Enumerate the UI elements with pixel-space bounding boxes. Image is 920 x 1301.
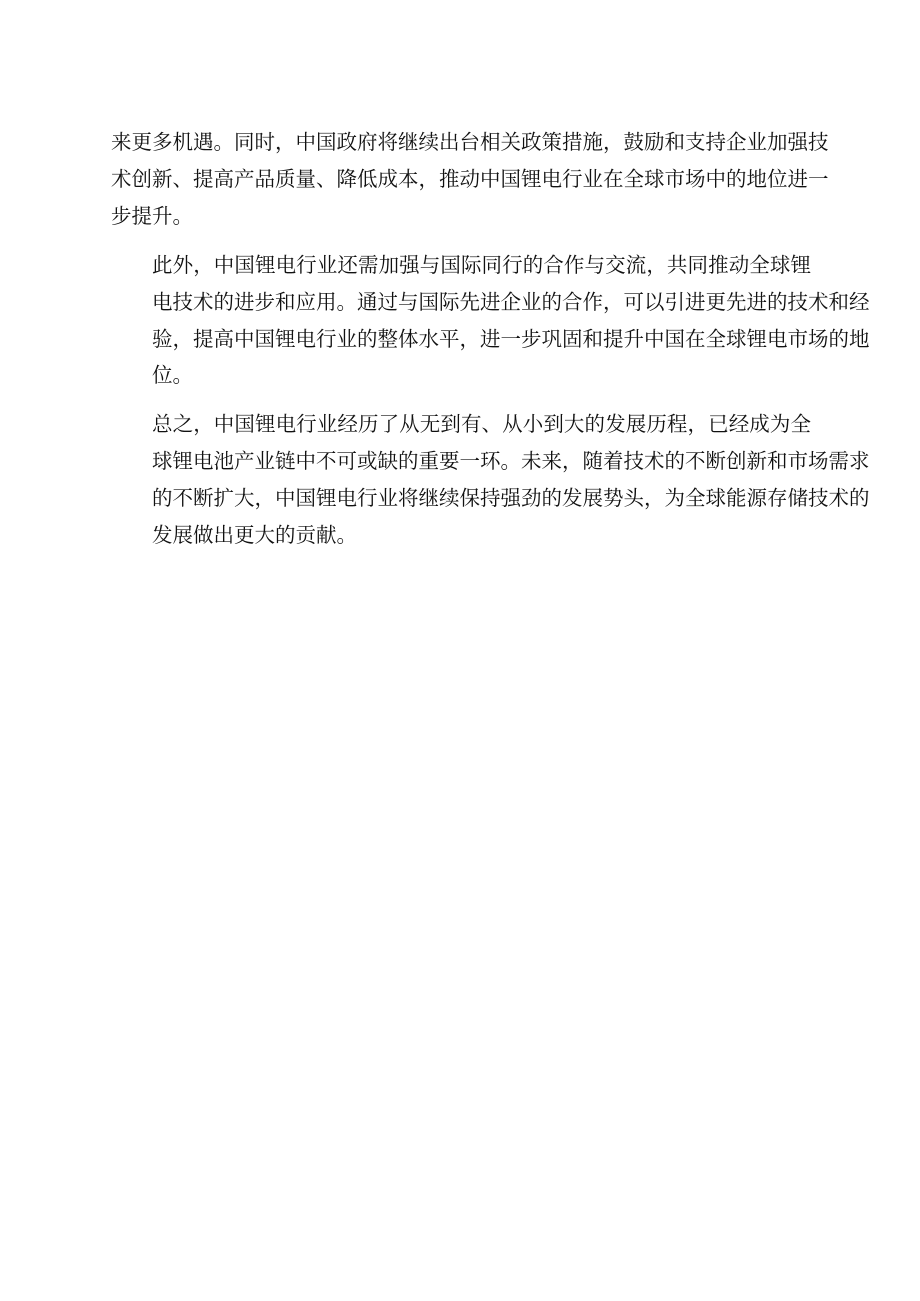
text-line: 此外，中国锂电行业还需加强与国际同行的合作与交流，共同推动全球锂 bbox=[152, 252, 811, 277]
document-body bbox=[111, 124, 870, 566]
text-line: 验，提高中国锂电行业的整体水平，进一步巩固和提升中国在全球锂电市场的地 bbox=[152, 326, 870, 351]
text-line: 术创新、提高产品质量、降低成本，推动中国锂电行业在全球市场中的地位进一 bbox=[111, 166, 829, 191]
paragraph-1 bbox=[111, 124, 829, 235]
text-line: 总之，中国锂电行业经历了从无到有、从小到大的发展历程，已经成为全 bbox=[152, 412, 811, 437]
text-line: 球锂电池产业链中不可或缺的重要一环。未来，随着技术的不断创新和市场需求 bbox=[152, 449, 870, 474]
paragraph-3 bbox=[111, 406, 870, 554]
paragraph-2 bbox=[111, 247, 870, 395]
text-line: 位。 bbox=[152, 363, 193, 388]
text-line: 步提升。 bbox=[111, 203, 193, 228]
text-line: 电技术的进步和应用。通过与国际先进企业的合作，可以引进更先进的技术和经 bbox=[152, 289, 870, 314]
text-line: 来更多机遇。同时，中国政府将继续出台相关政策措施，鼓励和支持企业加强技 bbox=[111, 130, 829, 154]
text-line: 的不断扩大，中国锂电行业将继续保持强劲的发展势头，为全球能源存储技术的 bbox=[152, 486, 870, 511]
text-line: 发展做出更大的贡献。 bbox=[152, 523, 357, 548]
